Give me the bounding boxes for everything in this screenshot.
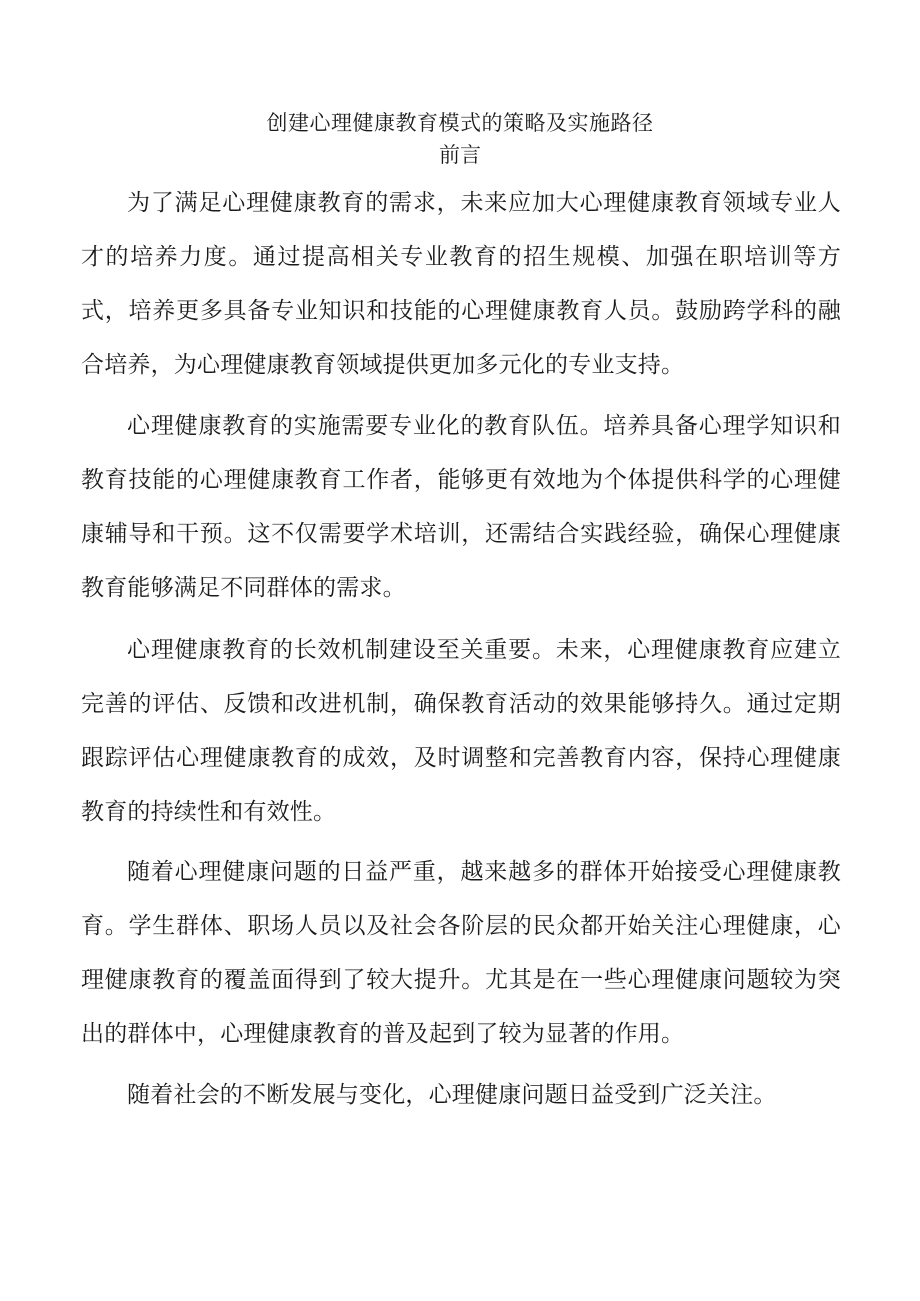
document-title: 创建心理健康教育模式的策略及实施路径 [266,111,654,135]
paragraph-1: 为了满足心理健康教育的需求，未来应加大心理健康教育领域专业人才的培养力度。通过提高相关专业教育的招生规模、加强在职培训等方式，培养更多具备专业知识和技能的心理健康教育人员。鼓励跨学科的融合培养，为心理健康教育领域提供更加多元化的专业支持。 [81,190,841,378]
paragraph-3: 心理健康教育的长效机制建设至关重要。未来，心理健康教育应建立完善的评估、反馈和改进机制，确保教育活动的效果能够持久。通过定期跟踪评估心理健康教育的成效，及时调整和完善教育内容，保持心理健康教育的持续性和有效性。 [81,637,841,825]
paragraph-5: 随着社会的不断发展与变化，心理健康问题日益受到广泛关注。 [127,1082,777,1108]
paragraph-2: 心理健康教育的实施需要专业化的教育队伍。培养具备心理学知识和教育技能的心理健康教育工作者，能够更有效地为个体提供科学的心理健康辅导和干预。这不仅需要学术培训，还需结合实践经验，确保心理健康教育能够满足不同群体的需求。 [81,413,841,601]
section-heading: 前言 [439,143,481,167]
paragraph-4: 随着心理健康问题的日益严重，越来越多的群体开始接受心理健康教育。学生群体、职场人员以及社会各阶层的民众都开始关注心理健康，心理健康教育的覆盖面得到了较大提升。尤其是在一些心理健康问题较为突出的群体中，心理健康教育的普及起到了较为显著的作用。 [81,859,841,1047]
